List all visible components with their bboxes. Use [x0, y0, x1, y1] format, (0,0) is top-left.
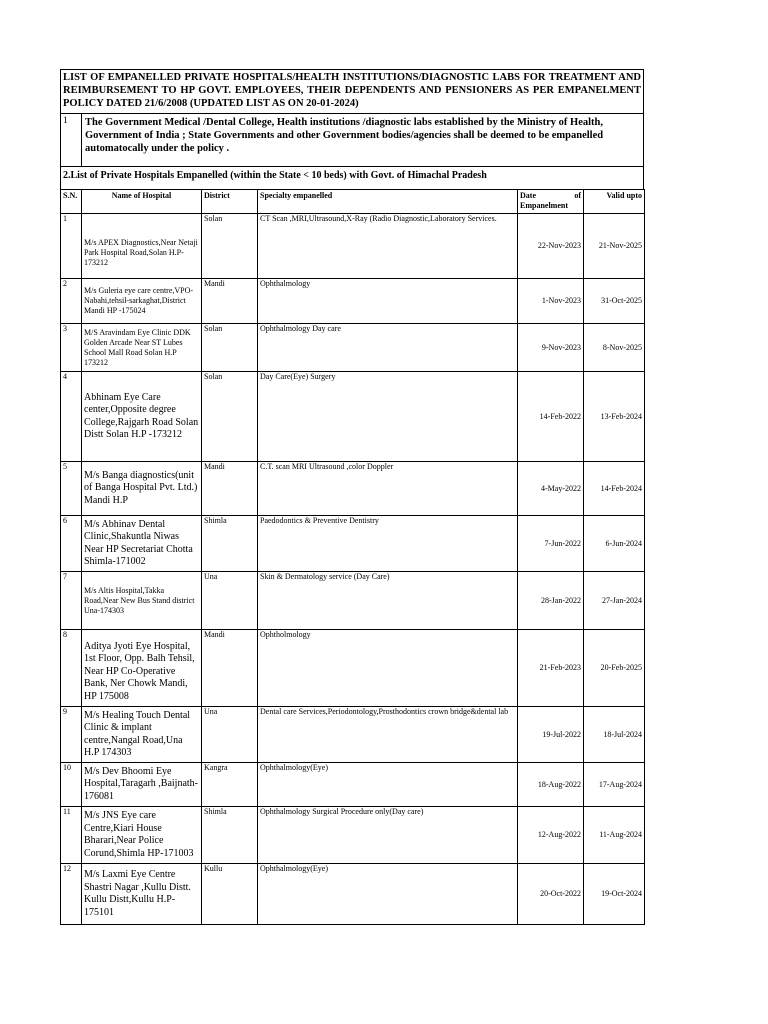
row-sn: 2 [61, 279, 82, 324]
row-district: Mandi [202, 279, 258, 324]
row-district: Mandi [202, 462, 258, 516]
row-specialty: Day Care(Eye) Surgery [258, 372, 518, 462]
row-district: Mandi [202, 630, 258, 707]
table-row [61, 372, 645, 462]
row-district: Shimla [202, 807, 258, 864]
row-date-of-empanelment: 19-Jul-2022 [518, 707, 584, 763]
header-doe-line2: Empanelment [520, 201, 568, 210]
document-title: LIST OF EMPANELLED PRIVATE HOSPITALS/HEALTH INSTITUTIONS/DIAGNOSTIC LABS FOR TREATMENT AND REIMBURSEMENT TO HP GOVT. EMPLOYEES, THEIR DEPENDENTS AND PENSIONERS AS PER EMPANELMENT POLICY DATED 21/6/2008 (UPDATED LIST AS ON 20-01-2024) [60, 69, 644, 113]
header-name: Name of Hospital [82, 190, 202, 214]
row-specialty: Paedodontics & Preventive Dentistry [258, 516, 518, 572]
row-hospital-name: M/s Altis Hospital,Takka Road,Near New Bus Stand district Una-174303 [82, 572, 202, 630]
row-district: Solan [202, 372, 258, 462]
row-sn: 6 [61, 516, 82, 572]
row-date-of-empanelment: 21-Feb-2023 [518, 630, 584, 707]
table-row [61, 864, 645, 925]
row-sn: 7 [61, 572, 82, 630]
row-specialty: Dental care Services,Periodontology,Prosthodontics crown bridge&dental lab [258, 707, 518, 763]
note-number: 1 [61, 114, 82, 166]
row-district: Kangra [202, 763, 258, 807]
row-hospital-name: M/s JNS Eye care Centre,Kiari House Bharari,Near Police Corund,Shimla HP-171003 [82, 807, 202, 864]
row-valid-upto: 17-Aug-2024 [584, 763, 645, 807]
row-sn: 9 [61, 707, 82, 763]
row-hospital-name: M/s Abhinav Dental Clinic,Shakuntla Niwas Near HP Secretariat Chotta Shimla-171002 [82, 516, 202, 572]
header-valid-upto: Valid upto [584, 190, 645, 214]
row-district: Kullu [202, 864, 258, 925]
row-sn: 1 [61, 214, 82, 279]
table-row [61, 516, 645, 572]
row-date-of-empanelment: 22-Nov-2023 [518, 214, 584, 279]
row-specialty: CT Scan ,MRI,Ultrasound,X-Ray (Radio Diagnostic,Laboratory Services. [258, 214, 518, 279]
header-sn: S.N. [61, 190, 82, 214]
table-row [61, 707, 645, 763]
row-hospital-name: M/s Guleria eye care centre,VPO-Nabahi,tehsil-sarkaghat,District Mandi HP -175024 [82, 279, 202, 324]
row-date-of-empanelment: 9-Nov-2023 [518, 324, 584, 372]
header-date-of-empanelment [518, 190, 584, 214]
section-title: 2.List of Private Hospitals Empanelled (within the State < 10 beds) with Govt. of Himachal Pradesh [60, 166, 644, 189]
row-sn: 5 [61, 462, 82, 516]
table-header-row [61, 190, 645, 214]
row-date-of-empanelment: 4-May-2022 [518, 462, 584, 516]
row-sn: 8 [61, 630, 82, 707]
row-specialty: Skin & Dermatology service (Day Care) [258, 572, 518, 630]
table-row [61, 763, 645, 807]
row-valid-upto: 18-Jul-2024 [584, 707, 645, 763]
row-hospital-name: M/s Laxmi Eye Centre Shastri Nagar ,Kullu Distt. Kullu Distt,Kullu H.P-175101 [82, 864, 202, 925]
row-hospital-name: M/s Dev Bhoomi Eye Hospital,Taragarh ,Baijnath-176081 [82, 763, 202, 807]
row-valid-upto: 27-Jan-2024 [584, 572, 645, 630]
table-row [61, 462, 645, 516]
table-row [61, 214, 645, 279]
table-row [61, 324, 645, 372]
note-block [60, 113, 644, 166]
row-hospital-name: M/S Aravindam Eye Clinic DDK Golden Arcade Near ST Lubes School Mall Road Solan H.P 173212 [82, 324, 202, 372]
row-date-of-empanelment: 14-Feb-2022 [518, 372, 584, 462]
table-row [61, 572, 645, 630]
header-specialty: Specialty empanelled [258, 190, 518, 214]
header-district: District [202, 190, 258, 214]
row-sn: 12 [61, 864, 82, 925]
row-specialty: Ophthalmology Surgical Procedure only(Day care) [258, 807, 518, 864]
table-row [61, 279, 645, 324]
row-valid-upto: 6-Jun-2024 [584, 516, 645, 572]
row-hospital-name: M/s Banga diagnostics(unit of Banga Hospital Pvt. Ltd.) Mandi H.P [82, 462, 202, 516]
row-valid-upto: 11-Aug-2024 [584, 807, 645, 864]
row-valid-upto: 20-Feb-2025 [584, 630, 645, 707]
row-sn: 3 [61, 324, 82, 372]
row-hospital-name: M/s Healing Touch Dental Clinic & implant centre,Nangal Road,Una H.P 174303 [82, 707, 202, 763]
row-sn: 10 [61, 763, 82, 807]
row-date-of-empanelment: 12-Aug-2022 [518, 807, 584, 864]
row-valid-upto: 13-Feb-2024 [584, 372, 645, 462]
row-specialty: Ophthalmology [258, 279, 518, 324]
row-district: Shimla [202, 516, 258, 572]
row-hospital-name: Aditya Jyoti Eye Hospital, 1st Floor, Opp. Balh Tehsil, Near HP Co-Operative Bank, Ner Chowk Mandi, HP 175008 [82, 630, 202, 707]
row-specialty: C.T. scan MRI Ultrasound ,color Doppler [258, 462, 518, 516]
row-date-of-empanelment: 18-Aug-2022 [518, 763, 584, 807]
header-doe-line1: Date of [520, 191, 581, 200]
row-valid-upto: 31-Oct-2025 [584, 279, 645, 324]
row-valid-upto: 8-Nov-2025 [584, 324, 645, 372]
row-specialty: Ophtholmology [258, 630, 518, 707]
hospital-table [60, 189, 645, 925]
row-specialty: Ophthalmology Day care [258, 324, 518, 372]
row-sn: 11 [61, 807, 82, 864]
row-hospital-name: Abhinam Eye Care center,Opposite degree College,Rajgarh Road Solan Distt Solan H.P -173212 [82, 372, 202, 462]
note-text: The Government Medical /Dental College, Health institutions /diagnostic labs established by the Ministry of Health, Government of India ; State Governments and other Government bodies/agencies shall be deemed to be empanelled automatocally under the policy . [85, 117, 604, 154]
row-date-of-empanelment: 28-Jan-2022 [518, 572, 584, 630]
row-district: Una [202, 707, 258, 763]
document [60, 69, 644, 925]
row-valid-upto: 14-Feb-2024 [584, 462, 645, 516]
row-date-of-empanelment: 20-Oct-2022 [518, 864, 584, 925]
row-valid-upto: 21-Nov-2025 [584, 214, 645, 279]
row-district: Una [202, 572, 258, 630]
row-valid-upto: 19-Oct-2024 [584, 864, 645, 925]
row-hospital-name: M/s APEX Diagnostics,Near Netaji Park Hospital Road,Solan H.P-173212 [82, 214, 202, 279]
table-row [61, 807, 645, 864]
row-specialty: Ophthalmology(Eye) [258, 763, 518, 807]
row-district: Solan [202, 324, 258, 372]
row-date-of-empanelment: 7-Jun-2022 [518, 516, 584, 572]
row-district: Solan [202, 214, 258, 279]
row-sn: 4 [61, 372, 82, 462]
row-date-of-empanelment: 1-Nov-2023 [518, 279, 584, 324]
table-row [61, 630, 645, 707]
row-specialty: Ophthalmology(Eye) [258, 864, 518, 925]
